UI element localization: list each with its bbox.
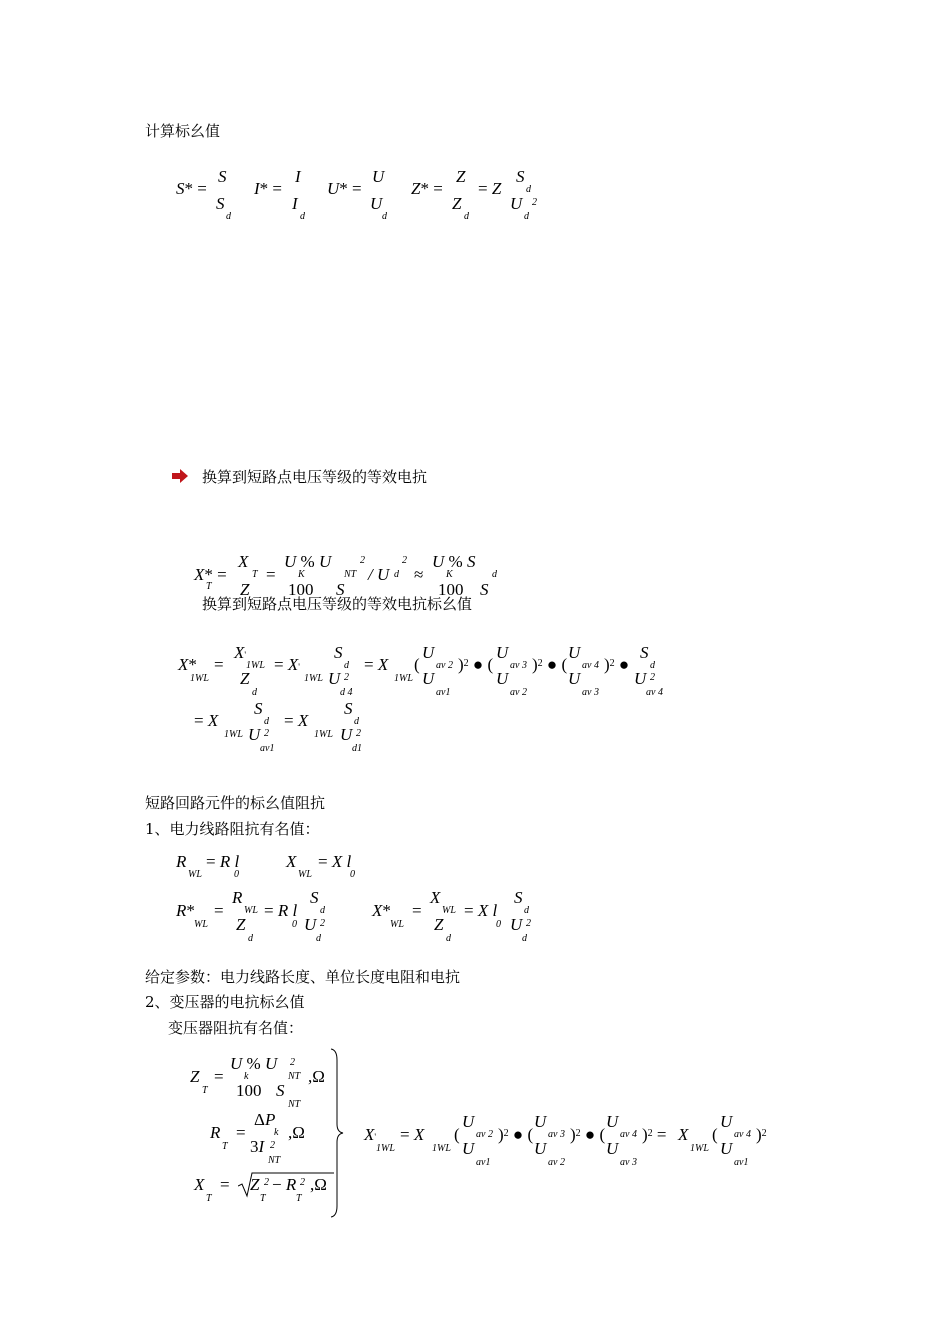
math: d (252, 687, 257, 698)
math: 0 (350, 869, 355, 880)
right-brace-icon (330, 1048, 344, 1222)
math: Z (452, 194, 462, 213)
math: X (430, 888, 441, 907)
math: d (492, 569, 497, 580)
math: U (422, 643, 435, 662)
math: S (310, 888, 319, 907)
math: U (462, 1139, 475, 1158)
math: S (480, 580, 489, 599)
math: av1 (260, 743, 275, 754)
math: U (534, 1139, 547, 1158)
math: U % U (284, 552, 332, 571)
math: Z (240, 669, 250, 688)
math: 100 (288, 580, 314, 599)
transformer-named-label: 变压器阻抗有名值： (168, 1019, 304, 1037)
math: d (526, 184, 531, 195)
math: U* = (327, 179, 362, 198)
math: av 3 (548, 1129, 565, 1140)
math: U (568, 669, 581, 688)
math: S (254, 699, 263, 718)
math: d (394, 569, 399, 580)
math: 0 (496, 919, 501, 930)
math: I (292, 194, 298, 213)
math: R (232, 888, 243, 907)
math: R (176, 852, 187, 871)
math: k (244, 1071, 249, 1082)
math: S (216, 194, 225, 213)
math: )$^2$ = (642, 1125, 667, 1144)
math: )$^2$ ● ( (458, 655, 494, 674)
math: 2 (320, 918, 325, 929)
math: X (286, 852, 297, 871)
math: = R l (206, 852, 240, 871)
math: I* = (254, 179, 283, 198)
math: d (248, 933, 253, 944)
math: U (510, 194, 523, 213)
math: 1WL (304, 673, 323, 684)
math: U (328, 669, 341, 688)
math: 100 (438, 580, 464, 599)
math: U (340, 725, 353, 744)
math: WL (298, 869, 312, 880)
math: U (510, 915, 523, 934)
math: X* (178, 655, 197, 674)
math: X* (372, 901, 391, 920)
math: T (206, 581, 212, 592)
math: Z* = (411, 179, 443, 198)
math: d (344, 660, 349, 671)
math: 3I (250, 1137, 265, 1156)
math: d (524, 905, 529, 916)
math: = (412, 901, 422, 920)
heading-per-unit: 计算标幺值 (145, 122, 221, 140)
math: av1 (436, 687, 451, 698)
math: S (640, 643, 649, 662)
math: av 3 (620, 1157, 637, 1168)
math: 1WL (432, 1143, 451, 1154)
math: )$^2$ ● ( (532, 655, 568, 674)
math: = X (284, 711, 309, 730)
math: ,Ω (310, 1175, 327, 1194)
math: K (298, 569, 305, 580)
math: U (370, 194, 383, 213)
math: = (266, 565, 276, 584)
math: 2 (300, 1177, 305, 1188)
math: ΔP (254, 1110, 276, 1129)
math: k (274, 1127, 279, 1138)
math: Z (434, 915, 444, 934)
math: / U (368, 565, 390, 584)
red-arrow-icon (172, 468, 188, 487)
math: U (634, 669, 647, 688)
math: 2 (650, 672, 655, 683)
math: X (678, 1125, 689, 1144)
math: 100 (236, 1081, 262, 1100)
math: d (446, 933, 451, 944)
math: Z (190, 1067, 200, 1086)
math: )$^2$ ● (604, 655, 630, 674)
math: NT (268, 1155, 281, 1166)
math: 2 (532, 197, 537, 208)
math: av1 (734, 1157, 749, 1168)
math: av 4 (620, 1129, 637, 1140)
math: I (295, 167, 301, 186)
math: = X' (274, 655, 300, 674)
math: = (236, 1123, 246, 1142)
math: NT (288, 1071, 301, 1082)
math: S* = (176, 179, 207, 198)
math: U (496, 669, 509, 688)
math: av1 (476, 1157, 491, 1168)
math: 1WL (690, 1143, 709, 1154)
math: − R (272, 1175, 297, 1194)
math: = X (364, 655, 389, 674)
math: ( (414, 655, 420, 674)
math: )$^2$ (756, 1125, 767, 1144)
math: 2 (344, 672, 349, 683)
math: = X l (318, 852, 352, 871)
math: d1 (352, 743, 362, 754)
math: = Z (478, 179, 502, 198)
math: = X l (464, 901, 498, 920)
math: 2 (526, 918, 531, 929)
math: 2 (290, 1057, 295, 1068)
math: U (606, 1112, 619, 1131)
bullet-text: 换算到短路点电压等级的等效电抗 (202, 468, 428, 486)
math: U (534, 1112, 547, 1131)
overlap-text: 换算到短路点电压等级的等效电抗标幺值 (202, 595, 473, 613)
math: 1WL (394, 673, 413, 684)
math: U (720, 1112, 733, 1131)
math: ,Ω (308, 1067, 325, 1086)
math: 2 (264, 1177, 269, 1188)
math: U (304, 915, 317, 934)
math: WL (188, 869, 202, 880)
math: d (382, 211, 387, 222)
math: S (276, 1081, 285, 1100)
math: d (354, 716, 359, 727)
math: NT (344, 569, 357, 580)
math: K (446, 569, 453, 580)
math: U (720, 1139, 733, 1158)
math: av 3 (582, 687, 599, 698)
math: 2 (270, 1140, 275, 1151)
math: Z (456, 167, 466, 186)
math: WL (194, 919, 208, 930)
math: WL (442, 905, 456, 916)
math: )$^2$ ● ( (498, 1125, 534, 1144)
math: T (252, 569, 258, 580)
math: d (522, 933, 527, 944)
math: U % U (230, 1054, 278, 1073)
math: U (606, 1139, 619, 1158)
math: = X (400, 1125, 425, 1144)
math: av 4 (734, 1129, 751, 1140)
math: WL (244, 905, 258, 916)
math: R* (176, 901, 195, 920)
math: d (524, 211, 529, 222)
math: 2 (356, 728, 361, 739)
math: d (650, 660, 655, 671)
math: U (568, 643, 581, 662)
math: U (248, 725, 261, 744)
math: 0 (292, 919, 297, 930)
math: d (300, 211, 305, 222)
math: d (316, 933, 321, 944)
math: T (296, 1193, 302, 1204)
math: 1WL (314, 729, 333, 740)
math: av 2 (510, 687, 527, 698)
math: U % S (432, 552, 476, 571)
math: d 4 (340, 687, 353, 698)
math: 2 (402, 555, 407, 566)
math: ,Ω (288, 1123, 305, 1142)
math: ( (712, 1125, 718, 1144)
math: ≈ (414, 565, 424, 584)
math: = X (194, 711, 219, 730)
math: R (210, 1123, 221, 1142)
math: 1WL (190, 673, 209, 684)
math: ( (454, 1125, 460, 1144)
math: X (238, 552, 249, 571)
math: = (214, 1067, 224, 1086)
math: T (222, 1141, 228, 1152)
math: S (516, 167, 525, 186)
math: d (320, 905, 325, 916)
math: 1WL (224, 729, 243, 740)
math: 2 (360, 555, 365, 566)
math: T (260, 1193, 266, 1204)
math: av 4 (582, 660, 599, 671)
math: WL (390, 919, 404, 930)
math: U (462, 1112, 475, 1131)
math: av 2 (548, 1157, 565, 1168)
math: U (372, 167, 385, 186)
section-title: 短路回路元件的标幺值阻抗 (145, 794, 326, 812)
math: = (214, 655, 224, 674)
math: )$^2$ ● ( (570, 1125, 606, 1144)
math: av 2 (436, 660, 453, 671)
math: S (336, 580, 345, 599)
math: X' (364, 1125, 377, 1144)
math: 2 (264, 728, 269, 739)
item-2-title: 2、变压器的电抗标幺值 (145, 993, 305, 1011)
math: X (194, 1175, 205, 1194)
item-1-title: 1、电力线路阻抗有名值： (145, 820, 320, 838)
math: X* = (194, 565, 227, 584)
math: X' (234, 643, 247, 662)
math: 1WL (376, 1143, 395, 1154)
math: Z (236, 915, 246, 934)
math: av 2 (476, 1129, 493, 1140)
math: Z (250, 1175, 260, 1194)
math: = (214, 901, 224, 920)
math: d (226, 211, 231, 222)
math: av 4 (646, 687, 663, 698)
given-params: 给定参数：电力线路长度、单位长度电阻和电抗 (145, 968, 461, 986)
math: S (218, 167, 227, 186)
math: = R l (264, 901, 298, 920)
math: T (202, 1085, 208, 1096)
math: d (264, 716, 269, 727)
math: U (496, 643, 509, 662)
math: Z (240, 580, 250, 599)
math: U (422, 669, 435, 688)
math: S (334, 643, 343, 662)
math: T (206, 1193, 212, 1204)
math: 1WL (246, 660, 265, 671)
math: 0 (234, 869, 239, 880)
math: = (220, 1175, 230, 1194)
math: av 3 (510, 660, 527, 671)
math: S (514, 888, 523, 907)
math: S (344, 699, 353, 718)
math: d (464, 211, 469, 222)
math: NT (288, 1099, 301, 1110)
